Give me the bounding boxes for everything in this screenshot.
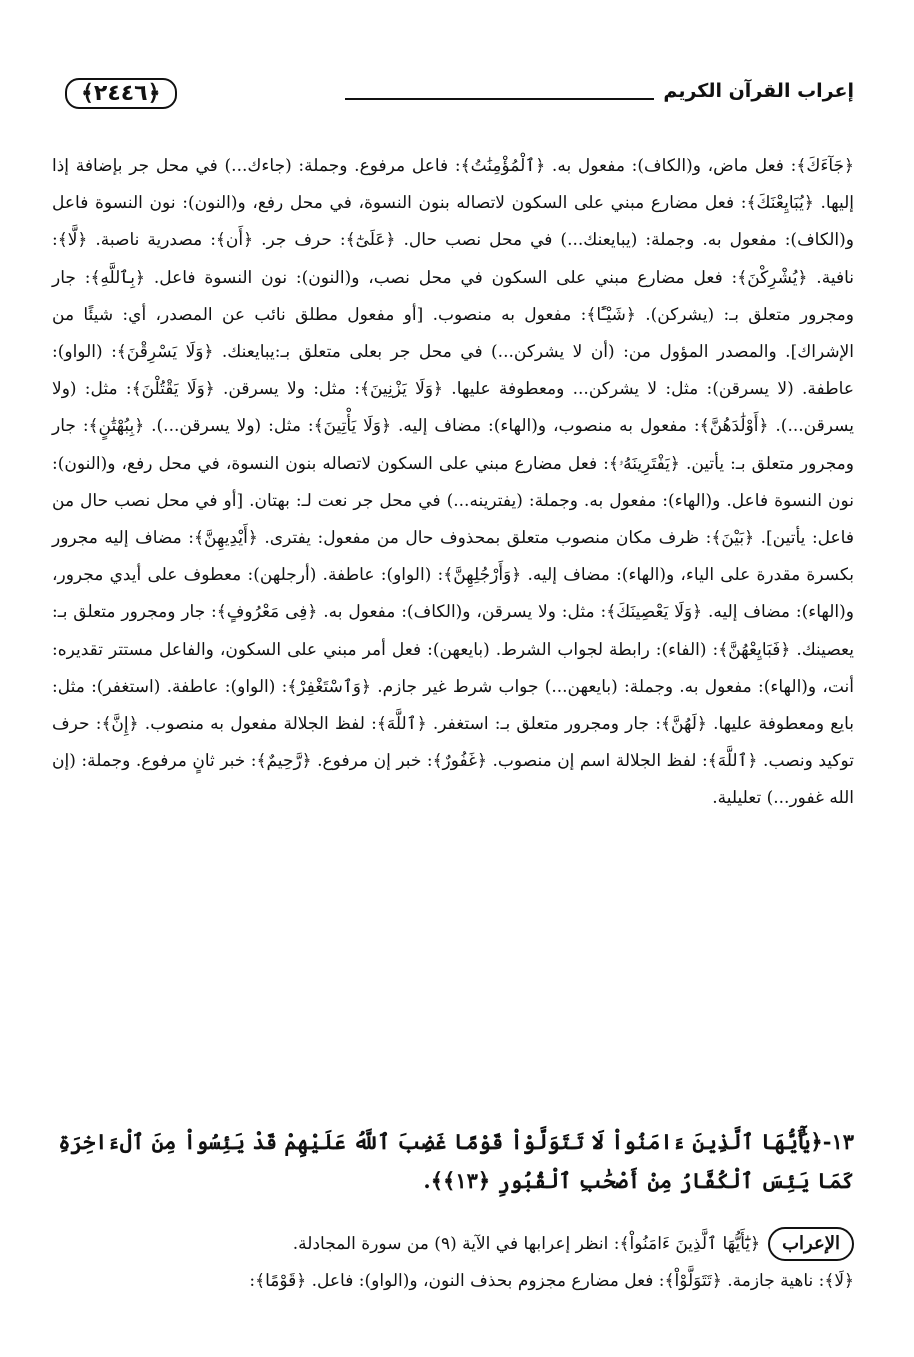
commentary-paragraph: ﴿جَآءَكَ﴾: فعل ماض، و(الكاف): مفعول به. ﴿ٱلْمُؤْمِنَٰتُ﴾: فاعل مرفوع. وجملة: (جاءك...) في محل جر بإضافة إذا إليها. ﴿يُبَايِعْنَكَ﴾: فعل مضارع مبني على السكون لاتصاله بنون النسوة، في محل رفع، و(النون): نون النسوة فاعل و(الكاف): مفعول به. وجملة: (يبايعنك...) في محل نصب حال. ﴿عَلَىٰٓ﴾: حرف جر. ﴿أَن﴾: مصدرية ناصبة. ﴿لَّا﴾: نافية. ﴿يُشْرِكْنَ﴾: فعل مضارع مبني على السكون في محل نصب، و(النون): نون النسوة فاعل. ﴿بِٱللَّهِ﴾: جار ومجرور متعلق بـ: (يشركن). ﴿شَيْـًٔا﴾: مفعول به منصوب. [أو مفعول مطلق نائب عن المصدر، أي: شيئًا من الإشراك]. والمصدر المؤول من: (أن لا يشركن...) في محل جر بعلى متعلق بـ:يبايعنك. ﴿وَلَا يَسْرِقْنَ﴾: (الواو): عاطفة. (لا يسرقن): مثل: لا يشركن... ومعطوفة عليها. ﴿وَلَا يَزْنِينَ﴾: مثل: ولا يسرقن. ﴿وَلَا يَقْتُلْنَ﴾: مثل: (ولا يسرقن...). ﴿أَوْلَٰدَهُنَّ﴾: مفعول به منصوب، و(الهاء): مضاف إليه. ﴿وَلَا يَأْتِينَ﴾: مثل: (ولا يسرقن...). ﴿بِبُهْتَٰنٍ﴾: جار ومجرور متعلق بـ: يأتين. ﴿يَفْتَرِينَهُۥ﴾: فعل مضارع مبني على السكون لاتصاله بنون النسوة، في محل رفع، و(النون): نون النسوة فاعل. و(الهاء): مفعول به. وجملة: (يفترينه...) في محل جر نعت لـ: بهتان. [أو في محل نصب حال من فاعل: يأتين]. ﴿بَيْنَ﴾: ظرف مكان منصوب متعلق بمحذوف حال من مفعول: يفترى. ﴿أَيْدِيهِنَّ﴾: مضاف إليه مجرور بكسرة مقدرة على الياء، و(الهاء): مضاف إليه. ﴿وَأَرْجُلِهِنَّ﴾: (الواو): عاطفة. (أرجلهن): معطوف على أيدي مجرور، و(الهاء): مضاف إليه. ﴿وَلَا يَعْصِينَكَ﴾: مثل: ولا يسرقن، و(الكاف): مفعول به. ﴿فِى مَعْرُوفٍ﴾: جار ومجرور متعلق بـ: يعصينك. ﴿فَبَايِعْهُنَّ﴾: (الفاء): رابطة لجواب الشرط. (بايعهن): فعل أمر مبني على السكون، والفاعل مستتر تقديره: أنت، و(الهاء): مفعول به. وجملة: (بايعهن...) جواب شرط غير جازم. ﴿وَٱسْتَغْفِرْ﴾: (الواو): عاطفة. (استغفر): مثل: بايع ومعطوفة عليها. ﴿لَهُنَّ﴾: جار ومجرور متعلق بـ: استغفر. ﴿ٱللَّهَ﴾: لفظ الجلالة مفعول به منصوب. ﴿إِنَّ﴾: حرف توكيد ونصب. ﴿ٱللَّهَ﴾: لفظ الجلالة اسم إن منصوب. ﴿غَفُورٌ﴾: خبر إن مرفوع. ﴿رَّحِيمٌ﴾: خبر ثانٍ مرفوع. وجملة: (إن الله غفور...) تعليلية. — [52, 156, 854, 809]
commentary-text — [52, 148, 854, 818]
header-rule — [345, 98, 654, 100]
verse-text: ١٣-﴿يَٰٓأَيُّهَا ٱلَّذِينَ ءَامَنُواْ لَا تَتَوَلَّوْاْ قَوْمًا غَضِبَ ٱللَّهُ عَلَيْهِمْ قَدْ يَئِسُواْ مِنَ ٱلْءَاخِرَةِ كَمَا يَئِسَ ٱلْكُفَّارُ مِنْ أَصْحَٰبِ ٱلْقُبُورِ ﴿١٣﴾﴾. — [58, 1129, 854, 1193]
i3rab-label: الإعراب — [768, 1227, 854, 1261]
quran-verse — [55, 1122, 854, 1200]
i3rab-line-2: ﴿لَا﴾: ناهية جازمة. ﴿تَتَوَلَّوْاْ﴾: فعل مضارع مجزوم بحذف النون، و(الواو): فاعل. ﴿قَوْمًا﴾: — [249, 1271, 854, 1291]
book-title: إعراب القرآن الكريم — [663, 80, 854, 102]
page-header — [60, 78, 854, 120]
page-number: ﴿٢٤٤٦﴾ — [65, 78, 177, 109]
i3rab-line-1 — [52, 1226, 854, 1263]
i3rab-text-1: ﴿يَٰٓأَيُّهَا ٱلَّذِينَ ءَامَنُواْ﴾: انظر إعرابها في الآية (٩) من سورة المجادلة. — [292, 1234, 761, 1254]
i3rab-section — [52, 1226, 854, 1300]
